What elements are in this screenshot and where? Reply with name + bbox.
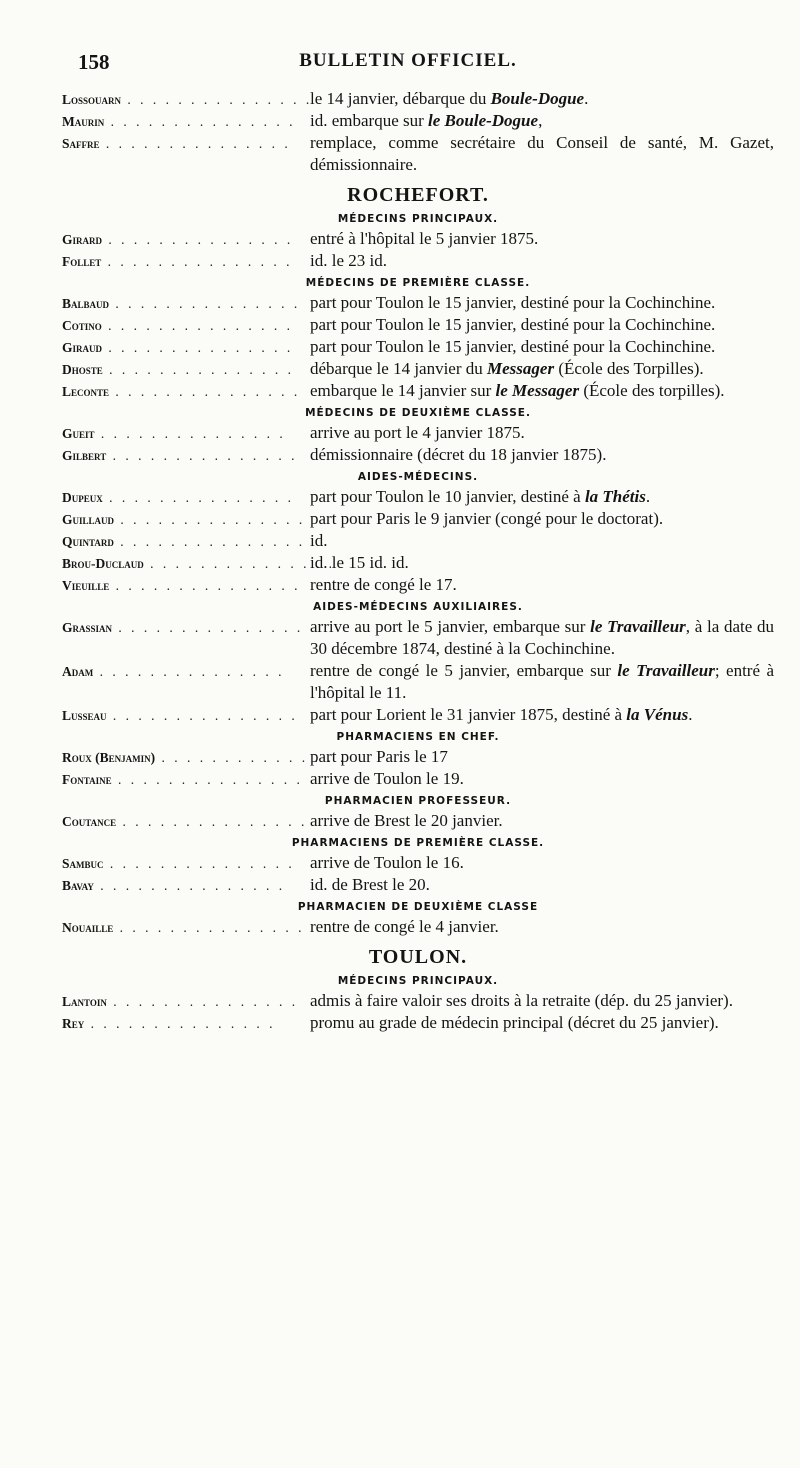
person-name: Balbaud . . . . . . . . . . . . . . . — [62, 296, 301, 311]
section-heading: PHARMACIEN DE DEUXIÈME CLASSE — [297, 901, 539, 913]
entry-text: part pour Toulon le 15 janvier, destiné pour la Cochinchine. — [310, 293, 716, 312]
personnel-entry — [62, 616, 774, 660]
entry-text: admis à faire valoir ses droits à la retraite (dép. du 25 janvier). — [310, 991, 733, 1010]
personnel-entry — [62, 486, 774, 508]
person-name: Vieuille . . . . . . . . . . . . . . . — [62, 578, 301, 593]
entry-text: part pour Paris le 17 — [310, 747, 448, 766]
entry-text: part pour Toulon le 15 janvier, destiné pour la Cochinchine. — [310, 337, 716, 356]
person-name: Sambuc . . . . . . . . . . . . . . . — [62, 856, 295, 871]
entry-text: démissionnaire (décret du 18 janvier 1875). — [310, 445, 607, 464]
personnel-entry — [62, 132, 774, 176]
entry-text: arrive au port le 4 janvier 1875. — [310, 423, 525, 442]
personnel-entry — [62, 444, 774, 466]
person-name: Dupeux . . . . . . . . . . . . . . . — [62, 490, 294, 505]
ship-name: le Messager — [495, 381, 580, 400]
personnel-entry — [62, 1012, 774, 1034]
city-heading: ROCHEFORT. — [347, 184, 489, 206]
entry-text: arrive de Toulon le 19. — [310, 769, 464, 788]
entry-text: embarque le 14 janvier sur le Messager (École des torpilles). — [310, 381, 725, 400]
entry-text: id. de Brest le 20. — [310, 875, 430, 894]
personnel-entry — [62, 990, 774, 1012]
section-heading: PHARMACIENS DE PREMIÈRE CLASSE. — [291, 837, 545, 849]
entry-text: part pour Toulon le 15 janvier, destiné pour la Cochinchine. — [310, 315, 716, 334]
person-name: Roux (Benjamin) . . . . . . . . . . . . . . . — [62, 750, 347, 765]
person-name: Rey . . . . . . . . . . . . . . . — [62, 1016, 276, 1031]
personnel-entry — [62, 768, 774, 790]
personnel-entry — [62, 508, 774, 530]
personnel-entry — [62, 314, 774, 336]
ship-name: Messager — [487, 359, 555, 378]
personnel-entry — [62, 574, 774, 596]
section-heading: MÉDECINS PRINCIPAUX. — [337, 213, 499, 225]
person-name: Coutance . . . . . . . . . . . . . . . — [62, 814, 308, 829]
personnel-entry — [62, 746, 774, 768]
entry-text: entré à l'hôpital le 5 janvier 1875. — [310, 229, 539, 248]
person-name: Lantoin . . . . . . . . . . . . . . . — [62, 994, 299, 1009]
person-name: Lossouarn . . . . . . . . . . . . . . . — [62, 92, 313, 107]
entry-text: id. embarque sur le Boule-Dogue, — [310, 111, 543, 130]
personnel-entry — [62, 88, 774, 110]
person-name: Cotino . . . . . . . . . . . . . . . — [62, 318, 294, 333]
personnel-entry — [62, 358, 774, 380]
entry-text: rentre de congé le 4 janvier. — [310, 917, 499, 936]
person-name: Guillaud . . . . . . . . . . . . . . . — [62, 512, 306, 527]
person-name: Fontaine . . . . . . . . . . . . . . . — [62, 772, 303, 787]
document-body — [62, 88, 774, 1034]
person-name: Quintard . . . . . . . . . . . . . . . — [62, 534, 306, 549]
entry-text: promu au grade de médecin principal (décret du 25 janvier). — [310, 1013, 719, 1032]
entry-text: id. le 23 id. — [310, 251, 387, 270]
bulletin-title: BULLETIN OFFICIEL. — [299, 50, 517, 71]
entry-text: arrive de Brest le 20 janvier. — [310, 811, 503, 830]
person-name: Maurin . . . . . . . . . . . . . . . — [62, 114, 296, 129]
person-name: Grassian . . . . . . . . . . . . . . . — [62, 620, 304, 635]
person-name: Brou-Duclaud . . . . . . . . . . . . . . . — [62, 556, 335, 571]
section-heading: AIDES-MÉDECINS AUXILIAIRES. — [313, 601, 523, 613]
person-name: Gueit . . . . . . . . . . . . . . . — [62, 426, 286, 441]
entry-text: part pour Toulon le 10 janvier, destiné à la Thétis. — [310, 487, 651, 506]
personnel-entry — [62, 552, 774, 574]
person-name: Nouaille . . . . . . . . . . . . . . . — [62, 920, 305, 935]
person-name: Leconte . . . . . . . . . . . . . . . — [62, 384, 301, 399]
entry-text: arrive de Toulon le 16. — [310, 853, 464, 872]
personnel-entry — [62, 704, 774, 726]
ship-name: le Travailleur — [617, 661, 715, 680]
personnel-entry — [62, 292, 774, 314]
person-name: Girard . . . . . . . . . . . . . . . — [62, 232, 294, 247]
person-name: Adam . . . . . . . . . . . . . . . — [62, 664, 285, 679]
entry-text: rentre de congé le 5 janvier, embarque sur le Travailleur; entré à l'hôpital le 11. — [310, 661, 775, 702]
personnel-entry — [62, 660, 774, 704]
entry-text: débarque le 14 janvier du Messager (École des Torpilles). — [310, 359, 704, 378]
entry-text: id. — [310, 531, 328, 550]
ship-name: Boule-Dogue — [490, 89, 585, 108]
personnel-entry — [62, 874, 774, 896]
person-name: Giraud . . . . . . . . . . . . . . . — [62, 340, 294, 355]
entry-text: part pour Paris le 9 janvier (congé pour le doctorat). — [310, 509, 664, 528]
ship-name: le Travailleur — [590, 617, 686, 636]
entry-text: remplace, comme secrétaire du Conseil de santé, M. Gazet, démissionnaire. — [310, 133, 774, 174]
personnel-entry — [62, 852, 774, 874]
entry-text: part pour Lorient le 31 janvier 1875, destiné à la Vénus. — [310, 705, 693, 724]
person-name: Saffre . . . . . . . . . . . . . . . — [62, 136, 291, 151]
personnel-entry — [62, 916, 774, 938]
section-heading: MÉDECINS PRINCIPAUX. — [337, 975, 499, 987]
section-heading: MÉDECINS DE DEUXIÈME CLASSE. — [305, 407, 531, 419]
person-name: Bavay . . . . . . . . . . . . . . . — [62, 878, 286, 893]
personnel-entry — [62, 228, 774, 250]
section-heading: PHARMACIEN PROFESSEUR. — [324, 795, 512, 807]
person-name: Gilbert . . . . . . . . . . . . . . . — [62, 448, 298, 463]
ship-name: le Boule-Dogue — [428, 111, 539, 130]
section-heading: PHARMACIENS EN CHEF. — [336, 731, 500, 743]
page-number: 158 — [78, 50, 110, 74]
person-name: Follet . . . . . . . . . . . . . . . — [62, 254, 293, 269]
personnel-entry — [62, 250, 774, 272]
personnel-entry — [62, 810, 774, 832]
ship-name: la Thétis — [584, 487, 646, 506]
entry-text: le 14 janvier, débarque du Boule-Dogue. — [310, 89, 589, 108]
page-header — [78, 50, 738, 84]
entry-text: rentre de congé le 17. — [310, 575, 457, 594]
personnel-entry — [62, 110, 774, 132]
person-name: Dhoste . . . . . . . . . . . . . . . — [62, 362, 295, 377]
person-name: Lusseau . . . . . . . . . . . . . . . — [62, 708, 298, 723]
personnel-entry — [62, 422, 774, 444]
section-heading: AIDES-MÉDECINS. — [357, 471, 479, 483]
section-heading: MÉDECINS DE PREMIÈRE CLASSE. — [305, 277, 531, 289]
ship-name: la Vénus — [626, 705, 689, 724]
city-heading: TOULON. — [368, 946, 468, 968]
personnel-entry — [62, 380, 774, 402]
entry-text: id. le 15 id. id. — [310, 553, 409, 572]
personnel-entry — [62, 336, 774, 358]
entry-text: arrive au port le 5 janvier, embarque sur le Travailleur, à la date du 30 décembre 1874, destiné à la Cochinchine. — [310, 617, 775, 658]
personnel-entry — [62, 530, 774, 552]
